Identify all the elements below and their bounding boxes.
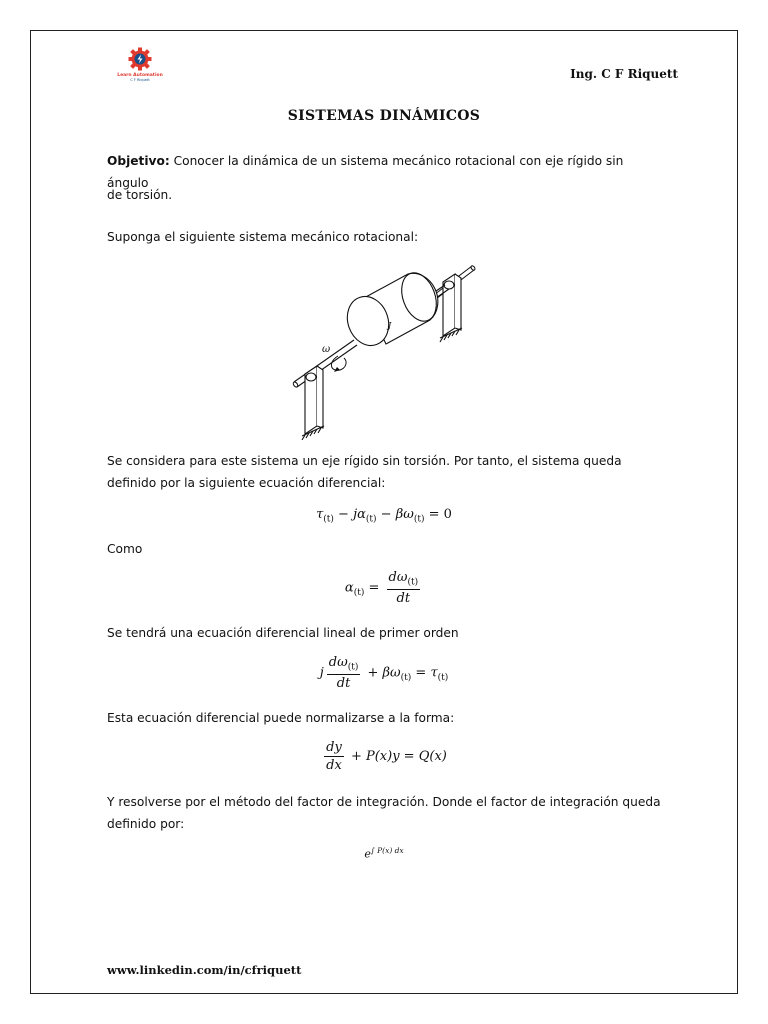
omega-label: ω (322, 344, 331, 355)
paragraph4-line1: Y resolverse por el método del factor de integración. Donde el factor de integración queda (107, 795, 661, 809)
paragraph4-line2: definido por: (107, 817, 185, 831)
page-title: SISTEMAS DINÁMICOS (287, 108, 481, 124)
equation-2: $\alpha_{(t)}$ = $\frac{d\omega_{(t)}}{dt}$ (344, 570, 419, 606)
gear-bolt-icon (127, 46, 153, 72)
intro-text: Suponga el siguiente sistema mecánico rotacional: (107, 230, 419, 244)
equation-4: $\frac{dy}{dx}$ + P(x)y = Q(x) (326, 740, 447, 773)
equation-5: $e^{\int P(x) dx}$ (364, 846, 404, 861)
equation-3: j $\frac{d\omega_{(t)}}{dt}$ + $\beta\omega_{(t)} = \tau_{(t)}$ (319, 655, 449, 691)
logo (105, 46, 175, 92)
paragraph2: Se tendrá una ecuación diferencial lineal de primer orden (107, 626, 459, 640)
logo-line1: Learn Automation (117, 73, 163, 78)
inertia-label: J (388, 321, 392, 330)
logo-line2: C F Riquett (130, 78, 150, 82)
footer-link[interactable]: www.linkedin.com/in/cfriquett (107, 963, 302, 977)
author: Ing. C F Riquett (570, 67, 678, 81)
rotational-system-diagram (280, 258, 490, 440)
como-text: Como (107, 542, 143, 556)
objective-line2: de torsión. (107, 188, 173, 202)
paragraph1-line2: definido por la siguiente ecuación diferencial: (107, 476, 386, 490)
objective-text: Conocer la dinámica de un sistema mecánico rotacional con eje rígido sin ángulo (107, 154, 624, 190)
paragraph3: Esta ecuación diferencial puede normalizarse a la forma: (107, 711, 455, 725)
equation-1: $\tau_{(t)} - j\alpha_{(t)} - \beta\omega_{(t)} = 0$ (316, 507, 452, 525)
objective-label: Objetivo: (107, 154, 170, 168)
paragraph1-line1: Se considera para este sistema un eje rígido sin torsión. Por tanto, el sistema queda (107, 454, 622, 468)
